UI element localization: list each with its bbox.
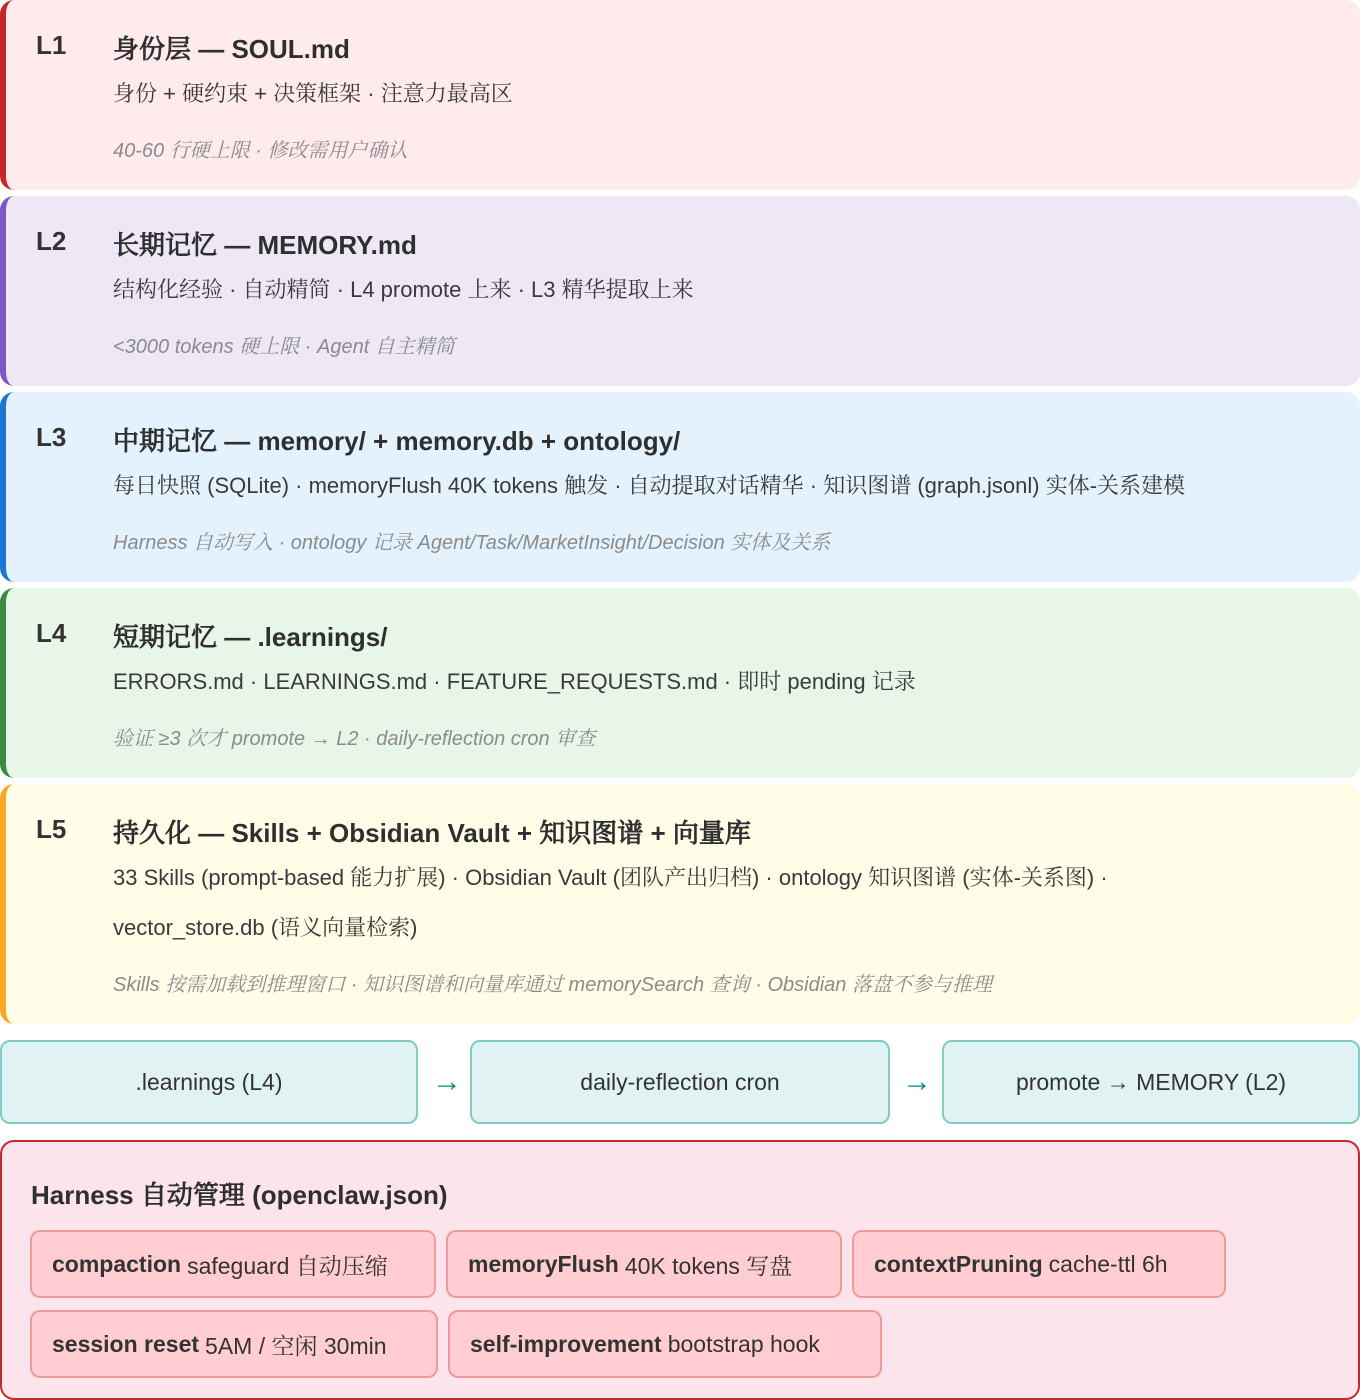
flow-step-learnings: .learnings (L4) xyxy=(0,1040,418,1124)
layer-description: ERRORS.md · LEARNINGS.md · FEATURE_REQUESTS.md · 即时 pending 记录 xyxy=(113,669,916,694)
layer-note: Skills 按需加载到推理窗口 · 知识图谱和向量库通过 memorySearch 查询 · Obsidian 落盘不参与推理 xyxy=(113,974,992,996)
harness-chip-self-improvement xyxy=(448,1310,882,1378)
layer-note: 验证 ≥3 次才 promote → L2 · daily-reflection cron 审查 xyxy=(113,728,596,750)
layer-card-l1 xyxy=(0,0,1360,190)
layer-description: 结构化经验 · 自动精简 · L4 promote 上来 · L3 精华提取上来 xyxy=(113,277,694,302)
chip-key: self-improvement xyxy=(470,1330,662,1357)
harness-chip-contextpruning xyxy=(852,1230,1226,1298)
harness-chip-memoryflush xyxy=(446,1230,842,1298)
layer-title: 短期记忆 — .learnings/ xyxy=(113,622,388,652)
layer-title: 持久化 — Skills + Obsidian Vault + 知识图谱 + 向量库 xyxy=(113,818,751,848)
layer-title: 身份层 — SOUL.md xyxy=(113,34,350,64)
layer-note: 40-60 行硬上限 · 修改需用户确认 xyxy=(113,140,408,162)
chip-key: contextPruning xyxy=(874,1250,1043,1277)
chip-key: session reset xyxy=(52,1330,200,1357)
layer-id: L4 xyxy=(36,618,67,648)
layer-card-l2 xyxy=(0,196,1360,386)
layer-note: Harness 自动写入 · ontology 记录 Agent/Task/MarketInsight/Decision 实体及关系 xyxy=(113,532,831,554)
layer-title: 中期记忆 — memory/ + memory.db + ontology/ xyxy=(113,426,681,456)
layer-id: L2 xyxy=(36,226,67,256)
arrow-right-icon: → xyxy=(432,1065,462,1098)
chip-key: compaction xyxy=(52,1250,182,1277)
layer-description: 每日快照 (SQLite) · memoryFlush 40K tokens 触发 · 自动提取对话精华 · 知识图谱 (graph.jsonl) 实体-关系建模 xyxy=(113,473,1186,498)
layer-id: L3 xyxy=(36,422,67,452)
chip-key: memoryFlush xyxy=(468,1250,619,1277)
layer-card-l3 xyxy=(0,392,1360,582)
harness-chip-session-reset xyxy=(30,1310,438,1378)
harness-title: Harness 自动管理 (openclaw.json) xyxy=(31,1180,448,1210)
chip-value: safeguard 自动压缩 xyxy=(187,1252,388,1279)
chip-value: cache-ttl 6h xyxy=(1048,1250,1168,1277)
chip-value: 40K tokens 写盘 xyxy=(624,1252,793,1279)
layer-title: 长期记忆 — MEMORY.md xyxy=(113,230,417,260)
layer-id: L5 xyxy=(36,814,67,844)
harness-panel xyxy=(0,1140,1360,1400)
layer-description: 身份 + 硬约束 + 决策框架 · 注意力最高区 xyxy=(113,81,513,106)
layer-description: 33 Skills (prompt-based 能力扩展) · Obsidian Vault (团队产出归档) · ontology 知识图谱 (实体-关系图) · vector_store.db (语义向量检索) xyxy=(113,865,1108,940)
arrow-right-icon: → xyxy=(902,1065,932,1098)
flow-step-daily-reflection: daily-reflection cron xyxy=(470,1040,890,1124)
chip-value: 5AM / 空闲 30min xyxy=(205,1332,387,1359)
layer-card-l4 xyxy=(0,588,1360,778)
layer-id: L1 xyxy=(36,30,67,60)
harness-chip-compaction xyxy=(30,1230,436,1298)
chip-value: bootstrap hook xyxy=(667,1330,820,1357)
layer-note: <3000 tokens 硬上限 · Agent 自主精简 xyxy=(113,336,455,358)
layer-card-l5 xyxy=(0,784,1360,1024)
flow-step-promote: promote → MEMORY (L2) xyxy=(942,1040,1360,1124)
